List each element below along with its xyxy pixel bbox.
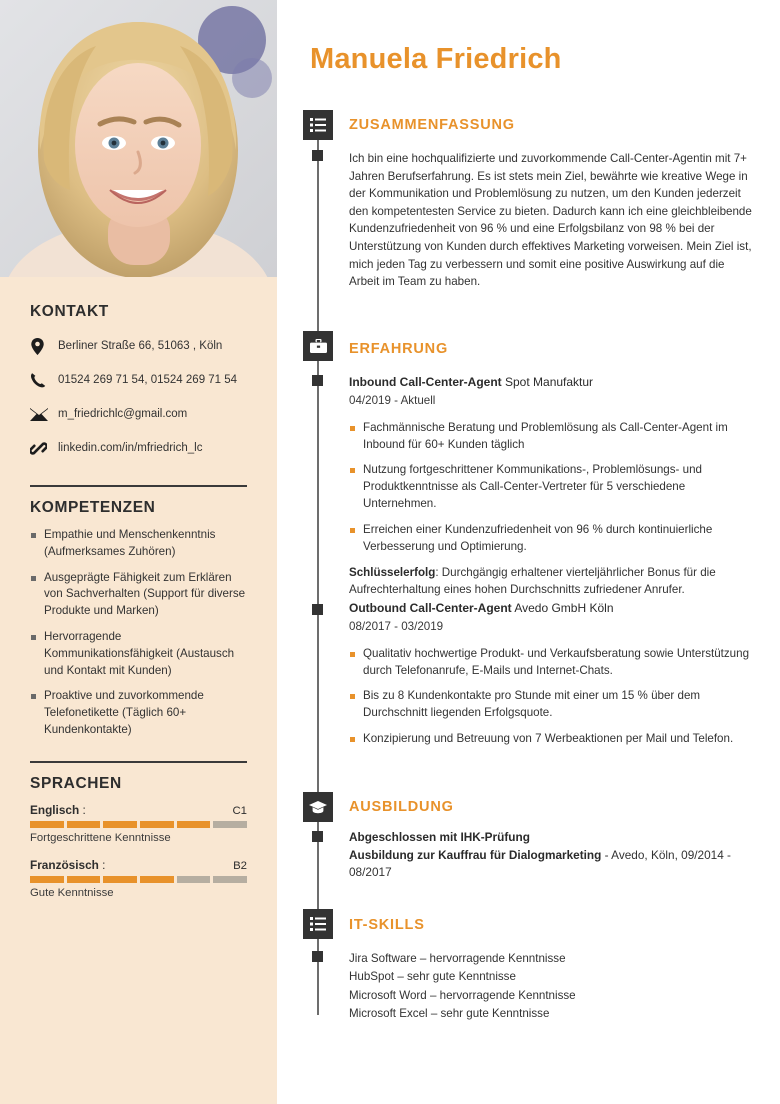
education-line-2: Ausbildung zur Kauffrau für Dialogmarketing - Avedo, Köln, 09/2014 - 08/2017 xyxy=(349,847,731,880)
list-item: Jira Software – hervorragende Kenntnisse xyxy=(349,952,566,965)
language-name: Englisch : xyxy=(30,802,86,817)
profile-photo xyxy=(0,0,277,277)
level-segment xyxy=(177,876,211,883)
timeline-node xyxy=(312,375,323,386)
language-level: C1 xyxy=(232,804,247,817)
level-segment xyxy=(213,876,247,883)
education-line-1: Abgeschlossen mit IHK-Prüfung xyxy=(349,830,530,844)
languages-title: SPRACHEN xyxy=(30,774,122,792)
contact-item-address xyxy=(30,331,247,361)
job-role: Inbound Call-Center-Agent xyxy=(349,375,502,389)
contact-linkedin-text: linkedin.com/in/mfriedrich_lc xyxy=(58,441,203,454)
languages-section xyxy=(30,761,247,899)
education-body xyxy=(349,829,749,882)
language-item-french xyxy=(30,858,247,899)
level-segment xyxy=(67,821,101,828)
job-company: Spot Manufaktur xyxy=(505,375,594,389)
job-title xyxy=(349,374,754,391)
contact-list xyxy=(30,331,247,463)
job-date: 08/2017 - 03/2019 xyxy=(349,620,444,634)
page-title: Manuela Friedrich xyxy=(310,43,562,75)
key-achievement-text: : Durchgängig erhaltener vierteljährlicher Bonus für die Aufrechterhaltung eines hohen Durchschnitts zufriedener Anrufer. xyxy=(349,566,716,596)
list-item: Bis zu 8 Kundenkontakte pro Stunde mit einer um 15 % über dem Durchschnitt liegenden Erfolgsquote. xyxy=(349,688,754,722)
job-bullets xyxy=(349,420,754,556)
language-item-english xyxy=(30,803,247,844)
level-segment xyxy=(103,876,137,883)
experience-job-1 xyxy=(349,374,754,599)
summary-text: Ich bin eine hochqualifizierte und zuvorkommende Call-Center-Agentin mit 7+ Jahren Berufserfahrung. Es ist stets mein Ziel, bewährte wie kreative Wege in der Kommunikation und Problemlösung zu nutzen, um den Kunden jederzeit den kompetentesten Service zu bieten. Dadurch kann ich eine gleichbleibende Kundenzufriedenheit von 96 % und eine Erfolgsbilanz von 98 % bei der Unterstützung von Kunden durch effektives Marketing vorweisen. Mein Ziel ist, mich jeden Tag zu verbessern und somit eine positive Auswirkung auf die Arbeit im Team zu haben. xyxy=(349,152,752,289)
itskills-heading: IT-SKILLS xyxy=(349,917,425,933)
contact-address-text: Berliner Straße 66, 51063 , Köln xyxy=(58,339,223,352)
summary-body xyxy=(349,150,755,291)
language-header xyxy=(30,858,247,872)
list-icon xyxy=(303,110,333,140)
list-item: Ausgeprägte Fähigkeit zum Erklären von Sachverhalten (Support für diverse Produkte und Marken) xyxy=(30,570,247,620)
list-item: Microsoft Word – hervorragende Kenntnisse xyxy=(349,988,576,1002)
key-achievement xyxy=(349,565,754,599)
level-segment xyxy=(30,876,64,883)
timeline-node xyxy=(312,150,323,161)
level-segment xyxy=(30,821,64,828)
timeline-node xyxy=(312,831,323,842)
job-role: Outbound Call-Center-Agent xyxy=(349,601,512,615)
envelope-icon xyxy=(30,408,56,421)
language-description: Gute Kenntnisse xyxy=(30,886,114,899)
language-description: Fortgeschrittene Kenntnisse xyxy=(30,831,171,844)
contact-phone-text: 01524 269 71 54, 01524 269 71 54 xyxy=(58,373,238,386)
level-segment xyxy=(140,821,174,828)
skills-title: KOMPETENZEN xyxy=(30,499,156,516)
experience-heading: ERFAHRUNG xyxy=(349,341,449,357)
timeline-node xyxy=(312,951,323,962)
sidebar xyxy=(0,0,277,1104)
location-pin-icon xyxy=(30,338,56,355)
list-item: Konzipierung und Betreuung von 7 Werbeaktionen per Mail und Telefon. xyxy=(349,731,754,748)
job-bullets xyxy=(349,646,754,749)
sidebar-content xyxy=(0,277,277,913)
language-level-bar xyxy=(30,821,247,828)
list-item: Qualitativ hochwertige Produkt- und Verkaufsberatung sowie Unterstützung durch Telefonanrufe, E-Mails und Internet-Chats. xyxy=(349,646,754,680)
briefcase-icon xyxy=(303,331,333,361)
summary-heading: ZUSAMMENFASSUNG xyxy=(349,117,515,133)
language-level: B2 xyxy=(233,859,247,872)
graduation-cap-icon xyxy=(303,792,333,822)
job-date: 04/2019 - Aktuell xyxy=(349,394,436,408)
level-segment xyxy=(177,821,211,828)
language-header xyxy=(30,803,247,817)
phone-icon xyxy=(30,372,56,389)
contact-email-text: m_friedrichlc@gmail.com xyxy=(58,407,188,420)
main-content xyxy=(277,0,780,1104)
contact-section xyxy=(30,303,247,463)
language-name: Französisch : xyxy=(30,857,106,872)
list-item: Microsoft Excel – sehr gute Kenntnisse xyxy=(349,1006,550,1020)
list-icon xyxy=(303,909,333,939)
skills-list xyxy=(30,527,247,739)
list-item: Fachmännische Beratung und Problemlösung als Call-Center-Agent im Inbound für 60+ Kunden täglich xyxy=(349,420,754,454)
language-level-bar xyxy=(30,876,247,883)
key-achievement-label: Schlüsselerfolg xyxy=(349,566,436,580)
job-title xyxy=(349,600,754,617)
skills-section xyxy=(30,485,247,739)
timeline-line xyxy=(317,130,319,1015)
contact-item-email xyxy=(30,399,247,429)
skills-divider xyxy=(30,485,247,487)
level-segment xyxy=(213,821,247,828)
list-item: Hervorragende Kommunikationsfähigkeit (Austausch und Kontakt mit Kunden) xyxy=(30,629,247,679)
list-item: HubSpot – sehr gute Kenntnisse xyxy=(349,970,516,984)
list-item: Proaktive und zuvorkommende Telefonetikette (Täglich 60+ Kundenkontakte) xyxy=(30,688,247,738)
contact-item-phone xyxy=(30,365,247,395)
contact-title: KONTAKT xyxy=(30,303,109,320)
level-segment xyxy=(140,876,174,883)
contact-item-linkedin[interactable] xyxy=(30,433,247,463)
link-icon xyxy=(30,440,56,457)
timeline-node xyxy=(312,604,323,615)
experience-job-2 xyxy=(349,600,754,757)
itskills-body xyxy=(349,950,749,1023)
level-segment xyxy=(67,876,101,883)
list-item: Erreichen einer Kundenzufriedenheit von 96 % durch kontinuierliche Verbesserung und Optimierung. xyxy=(349,522,754,556)
languages-divider xyxy=(30,761,247,763)
list-item: Empathie und Menschenkenntnis (Aufmerksames Zuhören) xyxy=(30,527,247,561)
education-heading: AUSBILDUNG xyxy=(349,799,454,815)
list-item: Nutzung fortgeschrittener Kommunikations-, Problemlösungs- und Produktkenntnisse als Call-Center-Vertreter für 5 verschiedene Unternehmen. xyxy=(349,462,754,513)
job-company: Avedo GmbH Köln xyxy=(514,601,614,615)
level-segment xyxy=(103,821,137,828)
